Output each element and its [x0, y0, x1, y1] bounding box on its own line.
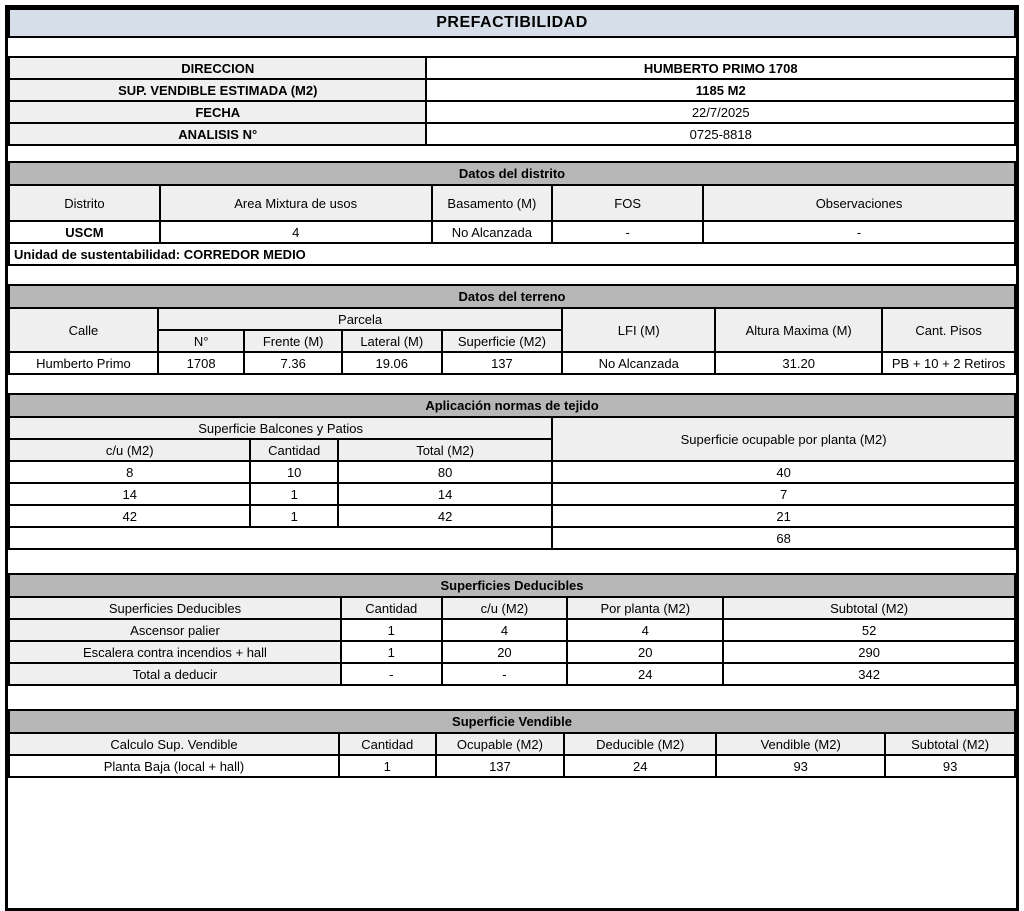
- distrito-header-cell: Observaciones: [703, 185, 1015, 221]
- deducibles-value-cell: -: [341, 663, 442, 685]
- table-row: [9, 394, 1015, 417]
- terreno-value-cell: 137: [442, 352, 563, 374]
- deducibles-value-cell: 342: [723, 663, 1015, 685]
- info-label-direccion: DIRECCION: [9, 57, 426, 79]
- table-row: [9, 79, 1015, 101]
- deducibles-value-cell: 1: [341, 619, 442, 641]
- distrito-section-header: Datos del distrito: [9, 162, 1015, 185]
- tejido-value-cell: 42: [338, 505, 552, 527]
- table-row: [9, 483, 1015, 505]
- vendible-value-cell: 93: [885, 755, 1015, 777]
- deducibles-row-label: Escalera contra incendios + hall: [9, 641, 341, 663]
- deducibles-value-cell: 24: [567, 663, 723, 685]
- distrito-header-cell: Basamento (M): [432, 185, 553, 221]
- terreno-value-cell: 31.20: [715, 352, 882, 374]
- deducibles-value-cell: 4: [442, 619, 568, 641]
- tejido-right-header: Superficie ocupable por planta (M2): [552, 417, 1015, 461]
- terreno-subheader-cell: Lateral (M): [342, 330, 442, 352]
- terreno-header-pisos: Cant. Pisos: [882, 308, 1015, 352]
- tejido-subheader-cell: c/u (M2): [9, 439, 250, 461]
- deducibles-section-header: Superficies Deducibles: [9, 574, 1015, 597]
- terreno-value-cell: 19.06: [342, 352, 442, 374]
- table-row: [9, 710, 1015, 733]
- deducibles-value-cell: 20: [442, 641, 568, 663]
- info-value-direccion: HUMBERTO PRIMO 1708: [426, 57, 1015, 79]
- distrito-value-cell: 4: [160, 221, 432, 243]
- section-gap: [8, 686, 1016, 709]
- tejido-value-cell: 42: [9, 505, 250, 527]
- tejido-value-cell: 80: [338, 461, 552, 483]
- deducibles-value-cell: 290: [723, 641, 1015, 663]
- tejido-section-header: Aplicación normas de tejido: [9, 394, 1015, 417]
- vendible-row-label: Planta Baja (local + hall): [9, 755, 339, 777]
- section-gap: [8, 266, 1016, 284]
- section-gap: [8, 550, 1016, 573]
- info-value-sup-vendible: 1185 M2: [426, 79, 1015, 101]
- deducibles-header-cell: c/u (M2): [442, 597, 568, 619]
- table-row: [9, 417, 1015, 439]
- table-row: [9, 597, 1015, 619]
- deducibles-row-label: Total a deducir: [9, 663, 341, 685]
- deducibles-header-cell: Subtotal (M2): [723, 597, 1015, 619]
- vendible-header-cell: Calculo Sup. Vendible: [9, 733, 339, 755]
- title-table: [8, 8, 1016, 38]
- deducibles-row-label: Ascensor palier: [9, 619, 341, 641]
- terreno-header-altura: Altura Maxima (M): [715, 308, 882, 352]
- vendible-header-cell: Subtotal (M2): [885, 733, 1015, 755]
- vendible-section-header: Superficie Vendible: [9, 710, 1015, 733]
- table-row: [9, 308, 1015, 330]
- table-row: [9, 243, 1015, 265]
- table-row: [9, 755, 1015, 777]
- distrito-header-cell: Area Mixtura de usos: [160, 185, 432, 221]
- table-row: [9, 619, 1015, 641]
- terreno-subheader-cell: N°: [158, 330, 245, 352]
- info-label-fecha: FECHA: [9, 101, 426, 123]
- tejido-subheader-cell: Total (M2): [338, 439, 552, 461]
- info-label-analisis: ANALISIS N°: [9, 123, 426, 145]
- table-row: [9, 123, 1015, 145]
- table-row: [9, 527, 1015, 549]
- tejido-value-cell: 21: [552, 505, 1015, 527]
- section-gap: [8, 38, 1016, 56]
- deducibles-table: [8, 573, 1016, 686]
- tejido-table: [8, 393, 1016, 550]
- terreno-header-parcela: Parcela: [158, 308, 562, 330]
- distrito-header-cell: Distrito: [9, 185, 160, 221]
- tejido-value-cell: 40: [552, 461, 1015, 483]
- table-row: [9, 162, 1015, 185]
- terreno-table: [8, 284, 1016, 375]
- deducibles-value-cell: 1: [341, 641, 442, 663]
- tejido-value-cell: 14: [9, 483, 250, 505]
- info-table: [8, 56, 1016, 146]
- table-row: [9, 663, 1015, 685]
- table-row: [9, 57, 1015, 79]
- tejido-value-cell: 14: [338, 483, 552, 505]
- terreno-value-cell: PB + 10 + 2 Retiros: [882, 352, 1015, 374]
- vendible-value-cell: 137: [436, 755, 565, 777]
- section-gap: [8, 375, 1016, 393]
- terreno-value-cell: 7.36: [244, 352, 342, 374]
- vendible-header-cell: Cantidad: [339, 733, 436, 755]
- terreno-header-calle: Calle: [9, 308, 158, 352]
- tejido-subheader-cell: Cantidad: [250, 439, 338, 461]
- table-row: [9, 733, 1015, 755]
- deducibles-value-cell: 4: [567, 619, 723, 641]
- page-title: PREFACTIBILIDAD: [9, 9, 1015, 37]
- table-row: [9, 505, 1015, 527]
- sustentabilidad-note: Unidad de sustentabilidad: CORREDOR MEDIO: [9, 243, 1015, 265]
- deducibles-value-cell: 20: [567, 641, 723, 663]
- table-row: [9, 574, 1015, 597]
- terreno-value-cell: Humberto Primo: [9, 352, 158, 374]
- prefactibilidad-sheet: [5, 5, 1019, 911]
- table-row: [9, 185, 1015, 221]
- info-value-fecha: 22/7/2025: [426, 101, 1015, 123]
- info-label-sup-vendible: SUP. VENDIBLE ESTIMADA (M2): [9, 79, 426, 101]
- distrito-value-cell: -: [703, 221, 1015, 243]
- tejido-empty-cell: [9, 527, 552, 549]
- vendible-header-cell: Ocupable (M2): [436, 733, 565, 755]
- info-value-analisis: 0725-8818: [426, 123, 1015, 145]
- table-row: [9, 285, 1015, 308]
- terreno-section-header: Datos del terreno: [9, 285, 1015, 308]
- terreno-value-cell: No Alcanzada: [562, 352, 715, 374]
- section-gap: [8, 146, 1016, 161]
- terreno-subheader-cell: Superficie (M2): [442, 330, 563, 352]
- deducibles-header-cell: Cantidad: [341, 597, 442, 619]
- vendible-value-cell: 1: [339, 755, 436, 777]
- tejido-left-header: Superficie Balcones y Patios: [9, 417, 552, 439]
- terreno-header-lfi: LFI (M): [562, 308, 715, 352]
- terreno-value-cell: 1708: [158, 352, 245, 374]
- vendible-header-cell: Vendible (M2): [716, 733, 885, 755]
- tejido-value-cell: 7: [552, 483, 1015, 505]
- distrito-value-cell: USCM: [9, 221, 160, 243]
- vendible-value-cell: 24: [564, 755, 716, 777]
- distrito-table: [8, 161, 1016, 266]
- tejido-value-cell: 1: [250, 505, 338, 527]
- vendible-value-cell: 93: [716, 755, 885, 777]
- distrito-value-cell: No Alcanzada: [432, 221, 553, 243]
- deducibles-value-cell: 52: [723, 619, 1015, 641]
- tejido-value-cell: 1: [250, 483, 338, 505]
- table-row: [9, 221, 1015, 243]
- deducibles-value-cell: -: [442, 663, 568, 685]
- terreno-subheader-cell: Frente (M): [244, 330, 342, 352]
- table-row: [9, 461, 1015, 483]
- distrito-header-cell: FOS: [552, 185, 703, 221]
- tejido-total-cell: 68: [552, 527, 1015, 549]
- distrito-value-cell: -: [552, 221, 703, 243]
- tejido-value-cell: 10: [250, 461, 338, 483]
- tejido-value-cell: 8: [9, 461, 250, 483]
- table-row: [9, 352, 1015, 374]
- vendible-header-cell: Deducible (M2): [564, 733, 716, 755]
- deducibles-header-cell: Superficies Deducibles: [9, 597, 341, 619]
- table-row: [9, 641, 1015, 663]
- table-row: [9, 101, 1015, 123]
- deducibles-header-cell: Por planta (M2): [567, 597, 723, 619]
